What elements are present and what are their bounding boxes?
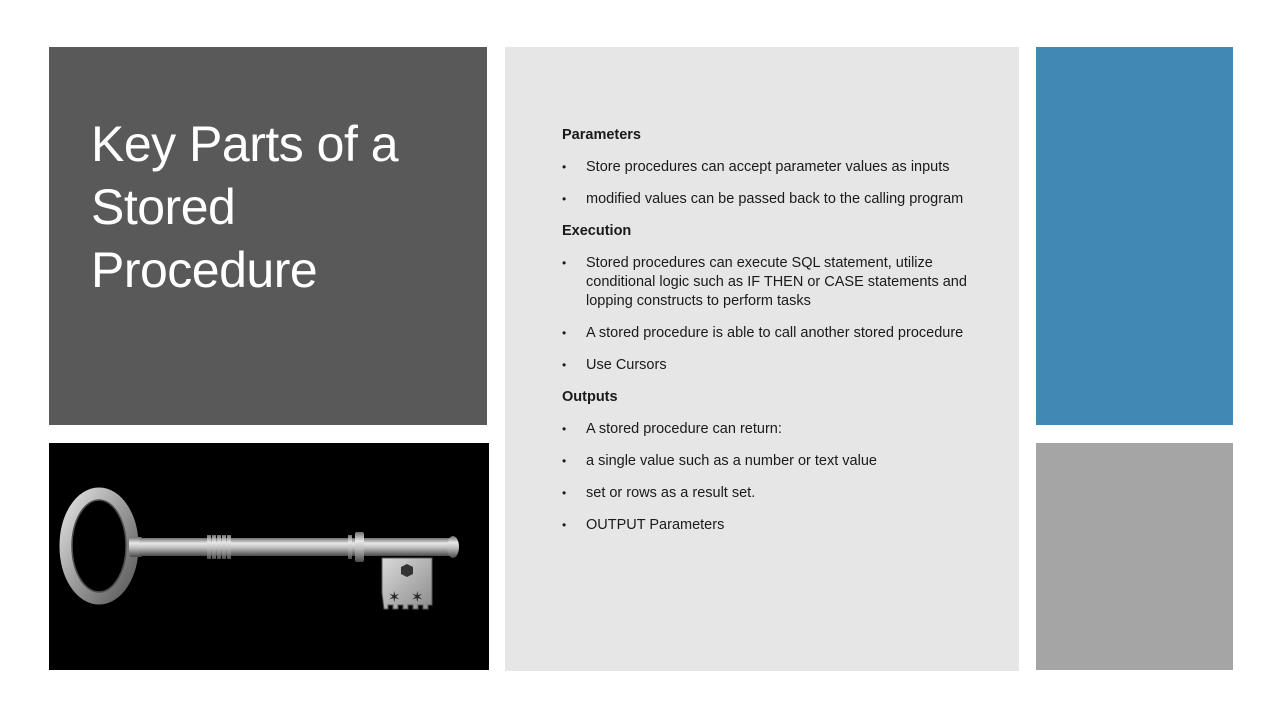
outputs-list: [562, 420, 982, 535]
svg-text:✶: ✶: [411, 588, 424, 606]
execution-list: [562, 254, 982, 375]
accent-gray-block: [1036, 443, 1233, 670]
bullet-item: • A stored procedure can return:: [562, 420, 982, 439]
slide-title: Key Parts of a Stored Procedure: [91, 116, 399, 298]
parameters-heading: Parameters: [562, 127, 641, 143]
content-panel: [505, 47, 1019, 671]
skeleton-key-icon: [49, 443, 489, 670]
content-body: [562, 126, 982, 548]
parameters-list: [562, 158, 982, 209]
bullet-item: • a single value such as a number or text value: [562, 452, 982, 471]
key-image-panel: [49, 443, 489, 670]
bullet-item: • modified values can be passed back to the calling program: [562, 190, 982, 209]
outputs-heading: Outputs: [562, 389, 618, 405]
execution-heading: Execution: [562, 223, 632, 239]
bullet-item: • OUTPUT Parameters: [562, 516, 982, 535]
accent-blue-block: [1036, 47, 1233, 425]
title-panel: [49, 47, 487, 425]
bullet-item: • Store procedures can accept parameter values as inputs: [562, 158, 982, 177]
bullet-item: • A stored procedure is able to call another stored procedure: [562, 324, 982, 343]
bullet-item: • Use Cursors: [562, 356, 982, 375]
bullet-item: • set or rows as a result set.: [562, 484, 982, 503]
svg-text:✶: ✶: [388, 588, 401, 606]
bullet-item: • Stored procedures can execute SQL statement, utilize conditional logic such as IF THEN or CASE statements and lopping constructs to perform tasks: [562, 254, 982, 311]
